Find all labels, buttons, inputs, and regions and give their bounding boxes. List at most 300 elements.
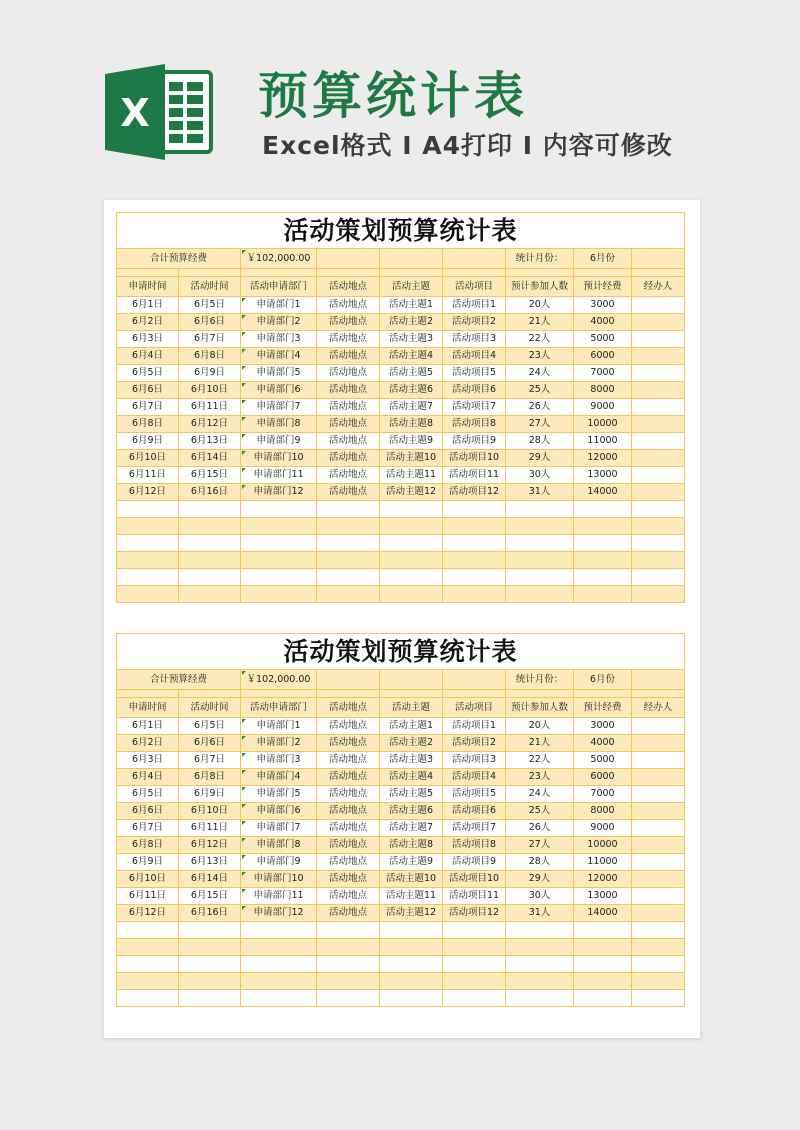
table-cell[interactable] xyxy=(179,518,241,535)
table-cell[interactable]: 13000 xyxy=(574,467,632,484)
table-cell[interactable]: 申请部门11 xyxy=(241,888,317,905)
table-cell[interactable] xyxy=(117,973,179,990)
table-cell[interactable]: 6月4日 xyxy=(117,348,179,365)
table-cell[interactable] xyxy=(632,586,685,603)
table-cell[interactable] xyxy=(179,956,241,973)
table-cell[interactable]: 申请部门10 xyxy=(241,450,317,467)
table-cell[interactable] xyxy=(574,518,632,535)
table-cell[interactable]: 5000 xyxy=(574,752,632,769)
table-cell[interactable]: 活动项目5 xyxy=(443,365,506,382)
table-cell[interactable]: 活动主题7 xyxy=(380,399,443,416)
table-cell[interactable]: 6月13日 xyxy=(179,433,241,450)
table-cell[interactable] xyxy=(443,518,506,535)
table-cell[interactable] xyxy=(506,535,574,552)
table-cell[interactable]: 申请部门6 xyxy=(241,803,317,820)
table-cell[interactable]: 30人 xyxy=(506,467,574,484)
table-cell[interactable] xyxy=(574,956,632,973)
table-cell[interactable]: 6月10日 xyxy=(117,450,179,467)
table-cell[interactable] xyxy=(506,922,574,939)
table-cell[interactable]: 6月12日 xyxy=(179,416,241,433)
table-cell[interactable]: 25人 xyxy=(506,803,574,820)
table-cell[interactable] xyxy=(317,973,380,990)
table-cell[interactable]: 6月14日 xyxy=(179,871,241,888)
table-cell[interactable]: 6月10日 xyxy=(179,803,241,820)
table-cell[interactable]: 活动主题4 xyxy=(380,769,443,786)
table-cell[interactable] xyxy=(317,990,380,1007)
table-cell[interactable]: 6月15日 xyxy=(179,467,241,484)
table-cell[interactable]: 活动项目1 xyxy=(443,297,506,314)
table-cell[interactable] xyxy=(380,501,443,518)
table-cell[interactable] xyxy=(117,501,179,518)
table-cell[interactable]: 活动项目11 xyxy=(443,467,506,484)
table-cell[interactable]: 活动主题8 xyxy=(380,837,443,854)
table-cell[interactable] xyxy=(574,990,632,1007)
table-cell[interactable] xyxy=(632,467,685,484)
table-cell[interactable] xyxy=(506,552,574,569)
table-cell[interactable]: 活动主题2 xyxy=(380,735,443,752)
table-cell[interactable] xyxy=(380,990,443,1007)
table-cell[interactable]: 活动主题5 xyxy=(380,365,443,382)
table-cell[interactable] xyxy=(241,552,317,569)
table-cell[interactable]: 活动项目7 xyxy=(443,399,506,416)
table-cell[interactable]: 20人 xyxy=(506,297,574,314)
table-cell[interactable]: 29人 xyxy=(506,450,574,467)
table-cell[interactable]: 6月12日 xyxy=(117,905,179,922)
table-cell[interactable]: 6月6日 xyxy=(179,735,241,752)
table-cell[interactable] xyxy=(632,973,685,990)
table-cell[interactable]: 6月9日 xyxy=(117,854,179,871)
table-cell[interactable] xyxy=(574,552,632,569)
table-cell[interactable] xyxy=(117,569,179,586)
table-cell[interactable]: 6月2日 xyxy=(117,735,179,752)
table-cell[interactable] xyxy=(443,569,506,586)
table-cell[interactable]: 24人 xyxy=(506,365,574,382)
table-cell[interactable]: 7000 xyxy=(574,786,632,803)
summary-cell-empty[interactable] xyxy=(380,249,443,269)
table-cell[interactable]: 申请部门2 xyxy=(241,314,317,331)
table-cell[interactable] xyxy=(632,990,685,1007)
table-cell[interactable] xyxy=(632,871,685,888)
table-cell[interactable]: 活动地点 xyxy=(317,837,380,854)
table-cell[interactable] xyxy=(443,501,506,518)
table-cell[interactable] xyxy=(632,922,685,939)
table-cell[interactable]: 活动项目10 xyxy=(443,450,506,467)
table-cell[interactable]: 6月13日 xyxy=(179,854,241,871)
table-cell[interactable] xyxy=(632,735,685,752)
table-cell[interactable] xyxy=(632,803,685,820)
table-cell[interactable] xyxy=(380,535,443,552)
table-cell[interactable]: 活动地点 xyxy=(317,314,380,331)
table-cell[interactable]: 申请部门4 xyxy=(241,769,317,786)
table-cell[interactable]: 活动主题7 xyxy=(380,820,443,837)
table-cell[interactable]: 6月6日 xyxy=(117,382,179,399)
table-cell[interactable]: 活动项目4 xyxy=(443,769,506,786)
table-cell[interactable] xyxy=(443,939,506,956)
table-cell[interactable]: 28人 xyxy=(506,433,574,450)
table-cell[interactable] xyxy=(317,535,380,552)
table-cell[interactable]: 6月6日 xyxy=(117,803,179,820)
table-cell[interactable] xyxy=(117,586,179,603)
table-cell[interactable] xyxy=(317,518,380,535)
table-cell[interactable]: 申请部门12 xyxy=(241,484,317,501)
table-cell[interactable]: 活动地点 xyxy=(317,871,380,888)
table-cell[interactable]: 活动地点 xyxy=(317,433,380,450)
table-cell[interactable]: 活动主题5 xyxy=(380,786,443,803)
table-cell[interactable] xyxy=(317,956,380,973)
table-cell[interactable]: 6月8日 xyxy=(179,348,241,365)
table-cell[interactable]: 活动项目12 xyxy=(443,484,506,501)
table-cell[interactable]: 活动项目3 xyxy=(443,331,506,348)
table-cell[interactable]: 6月12日 xyxy=(117,484,179,501)
table-cell[interactable]: 活动主题6 xyxy=(380,803,443,820)
table-cell[interactable] xyxy=(632,314,685,331)
table-cell[interactable] xyxy=(506,990,574,1007)
table-cell[interactable]: 活动地点 xyxy=(317,484,380,501)
table-cell[interactable]: 6月10日 xyxy=(179,382,241,399)
table-cell[interactable]: 5000 xyxy=(574,331,632,348)
table-cell[interactable]: 活动主题3 xyxy=(380,752,443,769)
table-cell[interactable] xyxy=(179,973,241,990)
table-cell[interactable] xyxy=(380,973,443,990)
table-cell[interactable]: 活动地点 xyxy=(317,820,380,837)
table-cell[interactable]: 10000 xyxy=(574,416,632,433)
table-cell[interactable] xyxy=(632,416,685,433)
table-cell[interactable] xyxy=(380,518,443,535)
summary-cell-empty[interactable] xyxy=(317,670,380,690)
table-cell[interactable] xyxy=(241,973,317,990)
table-cell[interactable]: 活动主题9 xyxy=(380,854,443,871)
table-cell[interactable]: 活动项目4 xyxy=(443,348,506,365)
table-cell[interactable]: 7000 xyxy=(574,365,632,382)
table-cell[interactable] xyxy=(443,922,506,939)
table-cell[interactable]: 活动地点 xyxy=(317,297,380,314)
table-cell[interactable] xyxy=(317,939,380,956)
table-cell[interactable]: 6月12日 xyxy=(179,837,241,854)
table-cell[interactable]: 23人 xyxy=(506,348,574,365)
table-cell[interactable]: 21人 xyxy=(506,314,574,331)
table-cell[interactable] xyxy=(443,973,506,990)
table-cell[interactable]: 3000 xyxy=(574,718,632,735)
table-cell[interactable] xyxy=(179,569,241,586)
table-cell[interactable] xyxy=(632,888,685,905)
table-cell[interactable]: 22人 xyxy=(506,331,574,348)
summary-cell-empty[interactable] xyxy=(632,670,685,690)
table-cell[interactable] xyxy=(574,535,632,552)
table-cell[interactable]: 6月7日 xyxy=(179,752,241,769)
table-cell[interactable]: 活动主题4 xyxy=(380,348,443,365)
table-cell[interactable]: 活动项目12 xyxy=(443,905,506,922)
table-cell[interactable]: 6月3日 xyxy=(117,752,179,769)
table-cell[interactable]: 活动项目8 xyxy=(443,837,506,854)
table-cell[interactable] xyxy=(241,939,317,956)
table-cell[interactable]: 6月16日 xyxy=(179,484,241,501)
table-cell[interactable]: 6月1日 xyxy=(117,718,179,735)
table-cell[interactable] xyxy=(380,586,443,603)
table-cell[interactable]: 活动地点 xyxy=(317,467,380,484)
table-cell[interactable]: 20人 xyxy=(506,718,574,735)
summary-cell-empty[interactable] xyxy=(632,249,685,269)
table-cell[interactable]: 活动地点 xyxy=(317,786,380,803)
table-cell[interactable]: 6月9日 xyxy=(179,786,241,803)
table-cell[interactable]: 活动地点 xyxy=(317,854,380,871)
table-cell[interactable] xyxy=(506,501,574,518)
table-cell[interactable]: 活动地点 xyxy=(317,416,380,433)
table-cell[interactable]: 31人 xyxy=(506,905,574,922)
table-cell[interactable] xyxy=(574,973,632,990)
table-cell[interactable]: 6月1日 xyxy=(117,297,179,314)
table-cell[interactable]: 活动项目9 xyxy=(443,854,506,871)
table-cell[interactable]: 活动项目1 xyxy=(443,718,506,735)
table-cell[interactable] xyxy=(443,990,506,1007)
table-cell[interactable]: 活动地点 xyxy=(317,735,380,752)
table-cell[interactable]: 活动主题9 xyxy=(380,433,443,450)
total-budget-value[interactable]: ￥102,000.00 xyxy=(241,249,317,269)
table-cell[interactable]: 12000 xyxy=(574,871,632,888)
table-cell[interactable]: 活动主题10 xyxy=(380,871,443,888)
table-cell[interactable]: 6月6日 xyxy=(179,314,241,331)
table-cell[interactable]: 活动主题1 xyxy=(380,297,443,314)
table-cell[interactable]: 29人 xyxy=(506,871,574,888)
table-cell[interactable] xyxy=(574,586,632,603)
table-cell[interactable]: 30人 xyxy=(506,888,574,905)
table-cell[interactable]: 活动项目7 xyxy=(443,820,506,837)
table-cell[interactable] xyxy=(179,535,241,552)
table-cell[interactable]: 6月9日 xyxy=(179,365,241,382)
table-cell[interactable]: 申请部门6 xyxy=(241,382,317,399)
table-cell[interactable]: 申请部门12 xyxy=(241,905,317,922)
table-cell[interactable] xyxy=(632,365,685,382)
table-cell[interactable]: 活动地点 xyxy=(317,888,380,905)
table-cell[interactable]: 活动地点 xyxy=(317,331,380,348)
table-cell[interactable] xyxy=(179,501,241,518)
table-cell[interactable]: 9000 xyxy=(574,399,632,416)
table-cell[interactable]: 申请部门5 xyxy=(241,365,317,382)
table-cell[interactable] xyxy=(632,484,685,501)
table-cell[interactable]: 6月11日 xyxy=(179,820,241,837)
table-cell[interactable] xyxy=(506,518,574,535)
table-cell[interactable] xyxy=(179,552,241,569)
table-cell[interactable]: 3000 xyxy=(574,297,632,314)
table-cell[interactable] xyxy=(632,956,685,973)
table-cell[interactable]: 活动项目9 xyxy=(443,433,506,450)
summary-cell-empty[interactable] xyxy=(317,249,380,269)
table-cell[interactable] xyxy=(117,939,179,956)
table-cell[interactable]: 活动地点 xyxy=(317,752,380,769)
table-cell[interactable] xyxy=(574,939,632,956)
table-cell[interactable]: 活动项目11 xyxy=(443,888,506,905)
table-cell[interactable]: 25人 xyxy=(506,382,574,399)
total-budget-value[interactable]: ￥102,000.00 xyxy=(241,670,317,690)
table-cell[interactable]: 23人 xyxy=(506,769,574,786)
table-cell[interactable]: 6月8日 xyxy=(117,837,179,854)
table-cell[interactable]: 申请部门10 xyxy=(241,871,317,888)
table-cell[interactable]: 活动主题11 xyxy=(380,467,443,484)
table-cell[interactable]: 6月16日 xyxy=(179,905,241,922)
table-cell[interactable]: 6月11日 xyxy=(179,399,241,416)
table-cell[interactable] xyxy=(632,718,685,735)
table-cell[interactable] xyxy=(443,586,506,603)
table-cell[interactable]: 6月11日 xyxy=(117,467,179,484)
table-cell[interactable]: 14000 xyxy=(574,905,632,922)
table-cell[interactable] xyxy=(380,569,443,586)
table-cell[interactable] xyxy=(443,956,506,973)
table-cell[interactable] xyxy=(632,552,685,569)
table-cell[interactable] xyxy=(574,922,632,939)
table-cell[interactable] xyxy=(443,552,506,569)
table-cell[interactable]: 申请部门8 xyxy=(241,837,317,854)
table-cell[interactable] xyxy=(443,535,506,552)
table-cell[interactable] xyxy=(317,586,380,603)
table-cell[interactable]: 活动地点 xyxy=(317,365,380,382)
table-cell[interactable]: 6月7日 xyxy=(117,820,179,837)
table-cell[interactable] xyxy=(632,433,685,450)
table-cell[interactable]: 6000 xyxy=(574,348,632,365)
table-cell[interactable] xyxy=(241,990,317,1007)
table-cell[interactable]: 申请部门5 xyxy=(241,786,317,803)
table-cell[interactable]: 申请部门9 xyxy=(241,854,317,871)
table-cell[interactable] xyxy=(632,501,685,518)
table-cell[interactable]: 活动项目6 xyxy=(443,382,506,399)
table-cell[interactable]: 6月9日 xyxy=(117,433,179,450)
table-cell[interactable]: 6月5日 xyxy=(179,297,241,314)
table-cell[interactable] xyxy=(317,569,380,586)
table-cell[interactable]: 6月14日 xyxy=(179,450,241,467)
table-cell[interactable]: 活动项目3 xyxy=(443,752,506,769)
table-cell[interactable] xyxy=(506,973,574,990)
table-cell[interactable] xyxy=(317,922,380,939)
table-cell[interactable]: 6000 xyxy=(574,769,632,786)
table-cell[interactable] xyxy=(632,769,685,786)
table-cell[interactable] xyxy=(241,535,317,552)
table-cell[interactable]: 申请部门1 xyxy=(241,297,317,314)
table-cell[interactable] xyxy=(632,348,685,365)
table-cell[interactable]: 26人 xyxy=(506,820,574,837)
table-cell[interactable]: 申请部门8 xyxy=(241,416,317,433)
table-cell[interactable]: 活动项目6 xyxy=(443,803,506,820)
table-cell[interactable]: 8000 xyxy=(574,382,632,399)
table-cell[interactable] xyxy=(117,518,179,535)
table-cell[interactable]: 4000 xyxy=(574,735,632,752)
table-cell[interactable] xyxy=(241,922,317,939)
table-cell[interactable]: 活动地点 xyxy=(317,905,380,922)
table-cell[interactable]: 活动项目10 xyxy=(443,871,506,888)
table-cell[interactable]: 22人 xyxy=(506,752,574,769)
table-cell[interactable]: 活动主题8 xyxy=(380,416,443,433)
table-cell[interactable]: 活动地点 xyxy=(317,803,380,820)
table-cell[interactable] xyxy=(241,501,317,518)
table-cell[interactable]: 活动地点 xyxy=(317,769,380,786)
table-cell[interactable]: 14000 xyxy=(574,484,632,501)
table-cell[interactable] xyxy=(241,569,317,586)
table-cell[interactable] xyxy=(117,552,179,569)
table-cell[interactable] xyxy=(632,450,685,467)
table-cell[interactable] xyxy=(317,501,380,518)
table-cell[interactable]: 活动项目5 xyxy=(443,786,506,803)
table-cell[interactable]: 活动项目2 xyxy=(443,735,506,752)
table-cell[interactable]: 27人 xyxy=(506,837,574,854)
table-cell[interactable]: 申请部门7 xyxy=(241,399,317,416)
table-cell[interactable]: 活动主题11 xyxy=(380,888,443,905)
table-cell[interactable]: 活动地点 xyxy=(317,382,380,399)
table-cell[interactable] xyxy=(632,939,685,956)
table-cell[interactable]: 活动地点 xyxy=(317,450,380,467)
table-cell[interactable]: 6月7日 xyxy=(117,399,179,416)
table-cell[interactable]: 活动主题12 xyxy=(380,484,443,501)
table-cell[interactable] xyxy=(380,956,443,973)
table-cell[interactable] xyxy=(179,922,241,939)
table-cell[interactable] xyxy=(179,586,241,603)
table-cell[interactable]: 12000 xyxy=(574,450,632,467)
month-value[interactable]: 6月份 xyxy=(574,670,632,690)
table-cell[interactable] xyxy=(317,552,380,569)
table-cell[interactable]: 6月4日 xyxy=(117,769,179,786)
table-cell[interactable]: 活动地点 xyxy=(317,399,380,416)
table-cell[interactable] xyxy=(380,939,443,956)
table-cell[interactable]: 6月15日 xyxy=(179,888,241,905)
table-cell[interactable] xyxy=(632,382,685,399)
summary-cell-empty[interactable] xyxy=(380,670,443,690)
table-cell[interactable] xyxy=(241,586,317,603)
table-cell[interactable]: 申请部门3 xyxy=(241,752,317,769)
table-cell[interactable] xyxy=(506,586,574,603)
table-cell[interactable] xyxy=(632,297,685,314)
table-cell[interactable]: 9000 xyxy=(574,820,632,837)
summary-cell-empty[interactable] xyxy=(443,670,506,690)
table-cell[interactable]: 6月10日 xyxy=(117,871,179,888)
table-cell[interactable] xyxy=(574,569,632,586)
table-cell[interactable]: 申请部门4 xyxy=(241,348,317,365)
table-cell[interactable] xyxy=(506,569,574,586)
table-cell[interactable] xyxy=(632,518,685,535)
table-cell[interactable]: 6月11日 xyxy=(117,888,179,905)
table-cell[interactable] xyxy=(117,956,179,973)
table-cell[interactable] xyxy=(632,854,685,871)
table-cell[interactable]: 4000 xyxy=(574,314,632,331)
table-cell[interactable] xyxy=(506,939,574,956)
table-cell[interactable] xyxy=(632,786,685,803)
table-cell[interactable]: 申请部门11 xyxy=(241,467,317,484)
table-cell[interactable]: 申请部门3 xyxy=(241,331,317,348)
summary-cell-empty[interactable] xyxy=(443,249,506,269)
table-cell[interactable] xyxy=(632,752,685,769)
table-cell[interactable] xyxy=(632,569,685,586)
table-cell[interactable] xyxy=(380,552,443,569)
table-cell[interactable]: 申请部门2 xyxy=(241,735,317,752)
table-cell[interactable] xyxy=(632,905,685,922)
table-cell[interactable]: 活动地点 xyxy=(317,718,380,735)
table-cell[interactable]: 活动主题12 xyxy=(380,905,443,922)
table-cell[interactable] xyxy=(574,501,632,518)
table-cell[interactable]: 活动主题10 xyxy=(380,450,443,467)
table-cell[interactable]: 活动主题1 xyxy=(380,718,443,735)
table-cell[interactable]: 31人 xyxy=(506,484,574,501)
table-cell[interactable] xyxy=(632,331,685,348)
table-cell[interactable] xyxy=(632,837,685,854)
table-cell[interactable]: 28人 xyxy=(506,854,574,871)
table-cell[interactable]: 活动项目2 xyxy=(443,314,506,331)
table-cell[interactable]: 6月8日 xyxy=(179,769,241,786)
table-cell[interactable]: 27人 xyxy=(506,416,574,433)
table-cell[interactable]: 活动项目8 xyxy=(443,416,506,433)
table-cell[interactable]: 6月3日 xyxy=(117,331,179,348)
table-cell[interactable]: 6月8日 xyxy=(117,416,179,433)
table-cell[interactable] xyxy=(117,535,179,552)
table-cell[interactable] xyxy=(117,990,179,1007)
table-cell[interactable]: 24人 xyxy=(506,786,574,803)
table-cell[interactable]: 活动主题3 xyxy=(380,331,443,348)
table-cell[interactable]: 6月5日 xyxy=(179,718,241,735)
table-cell[interactable] xyxy=(380,922,443,939)
